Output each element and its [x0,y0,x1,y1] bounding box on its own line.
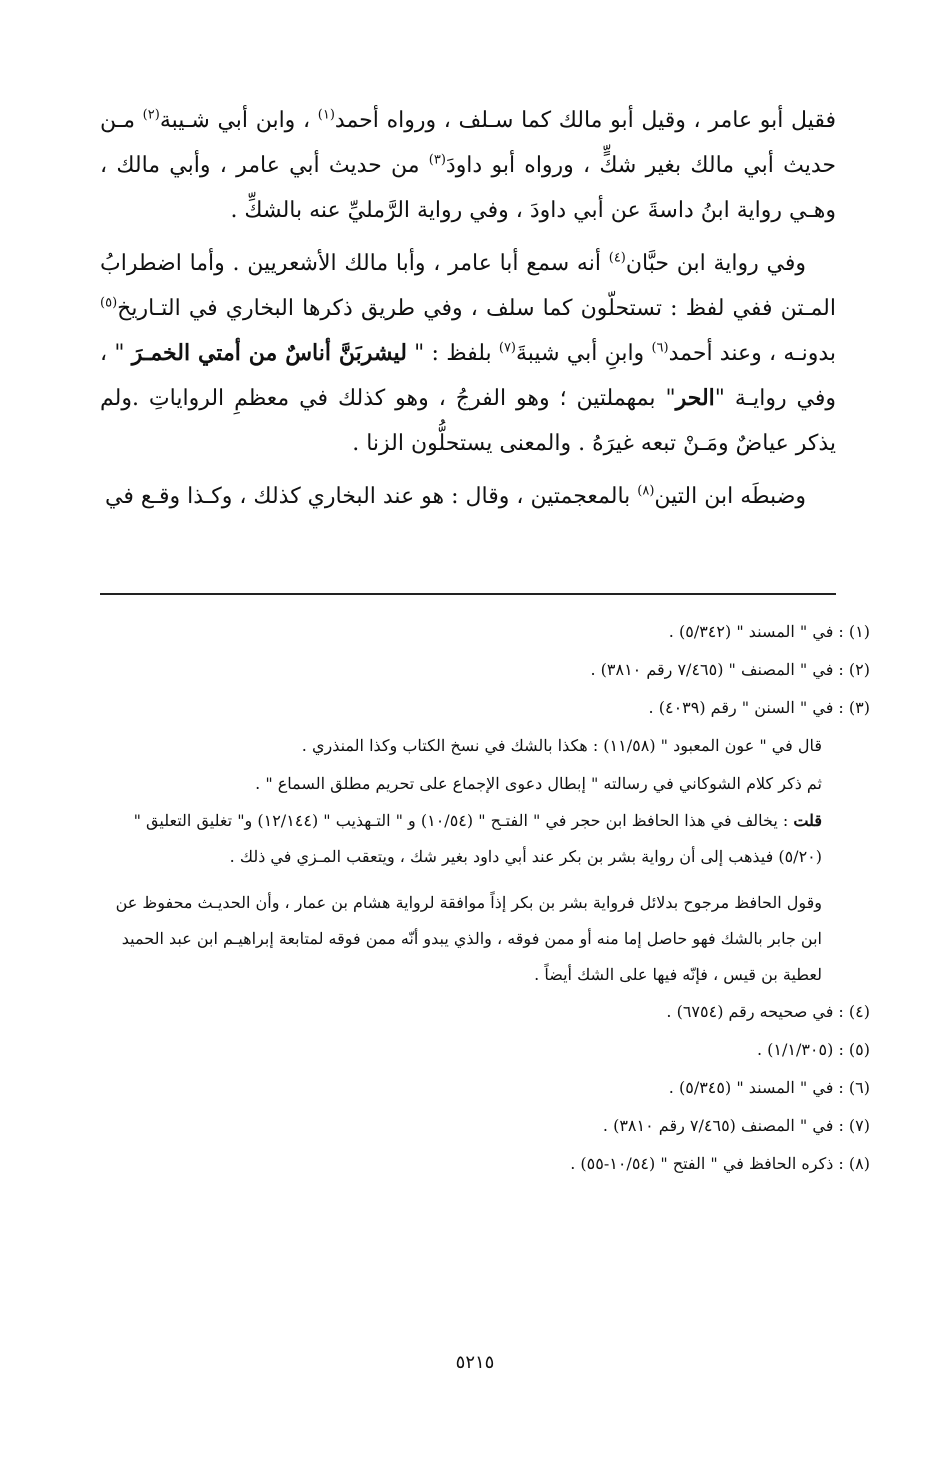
footnote-3-quote-2: ثم ذكر كلام الشوكاني في رسالته " إبطال دعوى الإجماع على تحريم مطلق السماع " . [255,774,822,793]
text-run: ، وابن أبي شـيبة [159,108,318,133]
footnote-ref-1[interactable]: (١) [317,107,335,123]
text-run: أنه سمع أبا عامر ، وأبا مالك الأشعريين . وأما اضطرابُ المـتن ففي لفظ : تستحلّون كما سلف ، وفي طريق ذكرها البخاري في التـاريخ [100,251,836,321]
qult-text: : يخالف في هذا الحافظ ابن حجر في " الفتـح " (١٠/٥٤) و " التـهذيب " (١٢/١٤٤) و" تغليق التعليق " (٥/٢٠) فيذهب إلى أن رواية بشر بن بكر عند أبي داود بغير شك ، ويتعقب المـزي في ذلك . [133,811,822,866]
paragraph-2 [100,241,836,466]
footnote-3: (٣) : في " السنن " رقم (٤٠٣٩) . [648,698,870,717]
footnote-5: (٥) : (١/١/٣٠٥) . [756,1040,870,1059]
footnote-4: (٤) : في صحيحه رقم (٦٧٥٤) . [666,1002,870,1021]
text-run: بدونـه ، وعند أحمد [668,341,837,366]
paragraph-3 [100,474,836,519]
text-run: بالمعجمتين ، وقال : هو عند البخاري كذلك ، وكـذا وقـع في [105,484,638,509]
page-number: ٥٢١٥ [455,1352,495,1373]
paragraph-1 [100,98,836,233]
footnote-ref-6[interactable]: (٦) [651,340,669,356]
footnote-divider [100,593,836,595]
footnote-6: (٦) : في " المسند " (٥/٣٤٥) . [668,1078,870,1097]
main-text [100,98,836,519]
footnote-ref-5[interactable]: (٥) [100,295,118,311]
bold-word: الحر [675,385,715,411]
footnote-ref-2[interactable]: (٢) [142,107,160,123]
footnote-3-quote-1: قال في " عون المعبود " (١١/٥٨) : هكذا بالشك في نسخ الكتاب وكذا المنذري . [301,736,822,755]
footnote-ref-4[interactable]: (٤) [608,250,626,266]
text-run: بلفظ : " [406,341,499,366]
footnote-3-paragraph: وقول الحافظ مرجوح بدلائل فرواية بشر بن بكر إذاً موافقة لرواية هشام بن عمار ، وأن الحديـث محفوظ عن ابن جابر بالشك فهو حاصل إما منه أو ممن فوقه ، والذي يبدو أنّه ممن فوقه لمتابعة إبراهيـم ابن عبد الحميد لعطية بن قيس ، فإنّه فيها على الشك أيضاً . [115,893,822,984]
footnote-ref-7[interactable]: (٧) [498,340,516,356]
footnote-ref-3[interactable]: (٣) [428,152,446,168]
bold-hadith-text: ليشربَنَّ أناسٌ من أمتي الخمـرَ [131,340,407,366]
text-run: فقيل أبو عامر ، وقيل أبو مالك كما سـلف ، ورواه أحمد [334,108,836,133]
text-run: وضبطَه ابن التين [654,484,806,509]
footnote-ref-8[interactable]: (٨) [637,483,655,499]
qult-label: قلت [793,811,822,830]
text-run: من حديث أبي عامر ، وأبي مالك ، وهـي رواية ابنُ داسةَ عن أبي داودَ ، وفي رواية الرَّمليِّ عنه بالشكِّ . [100,153,836,223]
footnote-3-comment [100,803,870,875]
text-run: وفي رواية ابن حبَّان [625,251,806,276]
footnote-8: (٨) : ذكره الحافظ في " الفتح " (١٠/٥٤-٥٥) . [570,1154,870,1173]
text-run: مـن حديث أبي مالك بغير شكٍّ ، ورواه أبو داودَ [100,108,836,178]
footnote-1: (١) : في " المسند " (٥/٣٤٢) . [668,622,870,641]
footnote-7: (٧) : في " المصنف (٧/٤٦٥ رقم ٣٨١٠) . [602,1116,870,1135]
footnote-2: (٢) : في " المصنف " (٧/٤٦٥ رقم ٣٨١٠) . [590,660,870,679]
text-run: " ، وفي روايـة " [100,341,836,411]
text-run: " بمهملتين ؛ وهو الفرجُ ، وهو كذلك في معظمِ الرواياتِ .ولم يذكر عياضٌ ومَـنْ تبعه غيرَهُ . والمعنى يستحلُّون الزنا . [100,386,836,456]
footnotes [100,613,870,1183]
text-run: وابنِ أبي شيبةَ [516,341,652,366]
